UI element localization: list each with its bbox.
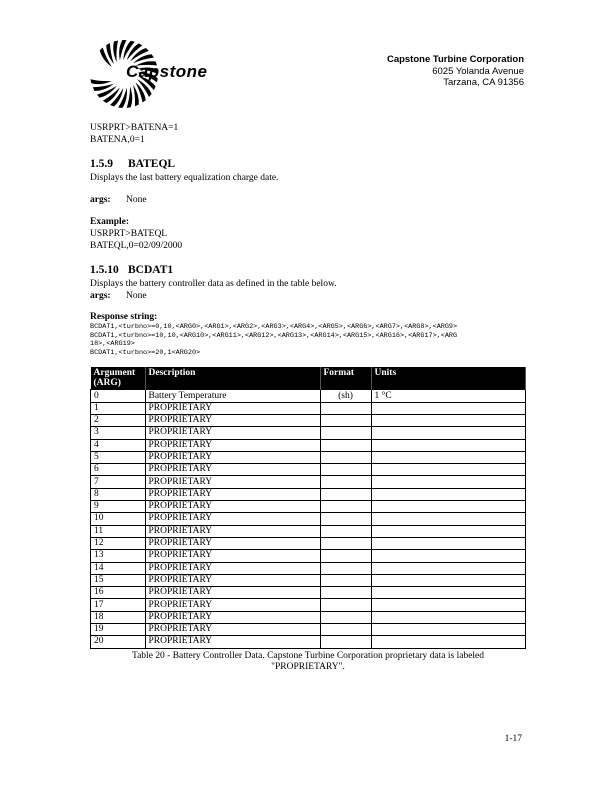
cell-argument: 14 [91,562,146,574]
cell-argument: 18 [91,611,146,623]
cell-format [320,501,371,513]
args-value: None [126,195,147,205]
cell-description: PROPRIETARY [145,501,320,513]
cell-format [320,427,371,439]
cell-units [371,611,526,623]
cell-description: PROPRIETARY [145,562,320,574]
table-row [91,611,526,623]
cell-argument: 3 [91,427,146,439]
cell-argument: 5 [91,451,146,463]
header-units: Units [371,367,526,390]
table-row [91,550,526,562]
table-row [91,414,526,426]
example-line-2: BATEQL,0=02/09/2000 [90,241,183,251]
cell-argument: 1 [91,402,146,414]
table-row [91,574,526,586]
cell-units [371,636,526,648]
battery-controller-table [90,367,526,648]
section-heading-bcdat1 [90,264,526,276]
cell-units [371,476,526,488]
table-row [91,562,526,574]
cell-format [320,550,371,562]
header-format: Format [320,367,371,390]
bcdat1-args [90,290,526,302]
cell-argument: 4 [91,439,146,451]
table-row [91,537,526,549]
cell-format [320,513,371,525]
table-row [91,513,526,525]
logo-blade [127,87,133,108]
address-line-2: Tarzana, CA 91356 [443,77,524,88]
table-row [91,525,526,537]
page-number: 1-17 [504,734,522,744]
cell-description: PROPRIETARY [145,611,320,623]
cell-argument: 7 [91,476,146,488]
cell-argument: 11 [91,525,146,537]
table-row [91,501,526,513]
bcdat1-description: Displays the battery controller data as defined in the table below. [90,279,337,289]
logo-blade [133,85,139,107]
cell-description: PROPRIETARY [145,513,320,525]
logo-blade [113,41,118,63]
cell-format [320,525,371,537]
table-row [91,488,526,500]
table-row [91,587,526,599]
cell-format [320,611,371,623]
cell-argument: 10 [91,513,146,525]
cell-format [320,464,371,476]
cell-format: (sh) [320,390,371,402]
cell-description: PROPRIETARY [145,550,320,562]
cell-description: PROPRIETARY [145,537,320,549]
cell-description: PROPRIETARY [145,574,320,586]
table-row [91,439,526,451]
cell-format [320,636,371,648]
response-line-4: BCDAT1,<turbno>=20,1<ARG20> [90,348,201,357]
response-line-3: 18>,<ARG19> [90,340,135,349]
args-label: args: [90,291,111,301]
table-header-row [91,367,526,390]
cell-units [371,439,526,451]
cell-argument: 16 [91,587,146,599]
table-row [91,464,526,476]
cell-argument: 12 [91,537,146,549]
cell-argument: 9 [91,501,146,513]
intro-line-2: BATENA,0=1 [90,135,145,145]
cell-description: PROPRIETARY [145,451,320,463]
cell-format [320,587,371,599]
cell-units [371,525,526,537]
cell-argument: 8 [91,488,146,500]
args-label: args: [90,195,111,205]
example-line-1: USRPRT>BATEQL [90,229,168,239]
cell-format [320,476,371,488]
response-label: Response string: [90,312,158,322]
logo-blade [90,79,112,84]
table-row [91,427,526,439]
response-line-1: BCDAT1,<turbno>=0,10,<ARG0>,<ARG1>,<ARG2>,<ARG3>,<ARG4>,<ARG5>,<ARG6>,<ARG7>,<ARG8>,<ARG9> [90,323,458,331]
intro-line-1: USRPRT>BATENA=1 [90,123,179,133]
cell-argument: 0 [91,390,146,402]
section-number: 1.5.9 [90,158,113,170]
cell-description: PROPRIETARY [145,636,320,648]
section-number: 1.5.10 [90,264,119,276]
cell-argument: 20 [91,636,146,648]
cell-units [371,599,526,611]
cell-format [320,439,371,451]
cell-units: 1 °C [371,390,526,402]
cell-argument: 2 [91,414,146,426]
logo-text: Capstone [126,62,208,81]
cell-description: PROPRIETARY [145,464,320,476]
example-label: Example: [90,217,130,227]
cell-units [371,427,526,439]
table-row [91,402,526,414]
response-line-2: BCDAT1,<turbno>=10,10,<ARG10>,<ARG11>,<ARG12>,<ARG13>,<ARG14>,<ARG15>,<ARG16>,<ARG17>,<ARG [90,331,458,340]
caption-line-2: "PROPRIETARY". [271,662,345,673]
cell-description: PROPRIETARY [145,427,320,439]
bateql-description: Displays the last battery equalization charge date. [90,173,279,183]
cell-format [320,624,371,636]
cell-format [320,537,371,549]
cell-argument: 6 [91,464,146,476]
cell-units [371,464,526,476]
cell-argument: 17 [91,599,146,611]
cell-description: Battery Temperature [145,390,320,402]
cell-units [371,537,526,549]
table-row [91,599,526,611]
table-caption [90,651,526,674]
bateql-args [90,194,526,206]
cell-units [371,587,526,599]
cell-units [371,488,526,500]
cell-argument: 13 [91,550,146,562]
cell-description: PROPRIETARY [145,402,320,414]
cell-description: PROPRIETARY [145,525,320,537]
table-row [91,390,526,402]
address-line-1: 6025 Yolanda Avenue [432,65,524,77]
table-body [91,390,526,648]
header-description: Description [145,367,320,390]
cell-description: PROPRIETARY [145,624,320,636]
cell-units [371,414,526,426]
caption-line-1: Table 20 - Battery Controller Data. Capstone Turbine Corporation proprietary data is labeled [131,650,485,661]
cell-units [371,402,526,414]
cell-units [371,574,526,586]
cell-description: PROPRIETARY [145,476,320,488]
header-argument: Argument (ARG) [91,367,146,390]
cell-argument: 19 [91,624,146,636]
cell-units [371,550,526,562]
company-address [387,54,524,89]
cell-description: PROPRIETARY [145,414,320,426]
company-name: Capstone Turbine Corporation [386,54,524,65]
cell-argument: 15 [91,574,146,586]
cell-units [371,624,526,636]
cell-format [320,451,371,463]
cell-units [371,513,526,525]
table-row [91,624,526,636]
table-row [91,451,526,463]
response-string [90,323,526,357]
cell-units [371,501,526,513]
cell-format [320,402,371,414]
cell-units [371,451,526,463]
cell-format [320,574,371,586]
args-value: None [126,291,147,301]
cell-format [320,599,371,611]
page-content [90,122,526,674]
cell-format [320,562,371,574]
cell-description: PROPRIETARY [145,439,320,451]
table-row [91,476,526,488]
cell-description: PROPRIETARY [145,587,320,599]
cell-format [320,488,371,500]
cell-description: PROPRIETARY [145,488,320,500]
cell-format [320,414,371,426]
section-title: BCDAT1 [128,264,174,276]
section-title: BATEQL [128,158,176,170]
section-heading-bateql [90,158,526,170]
table-row [91,636,526,648]
cell-description: PROPRIETARY [145,599,320,611]
cell-units [371,562,526,574]
